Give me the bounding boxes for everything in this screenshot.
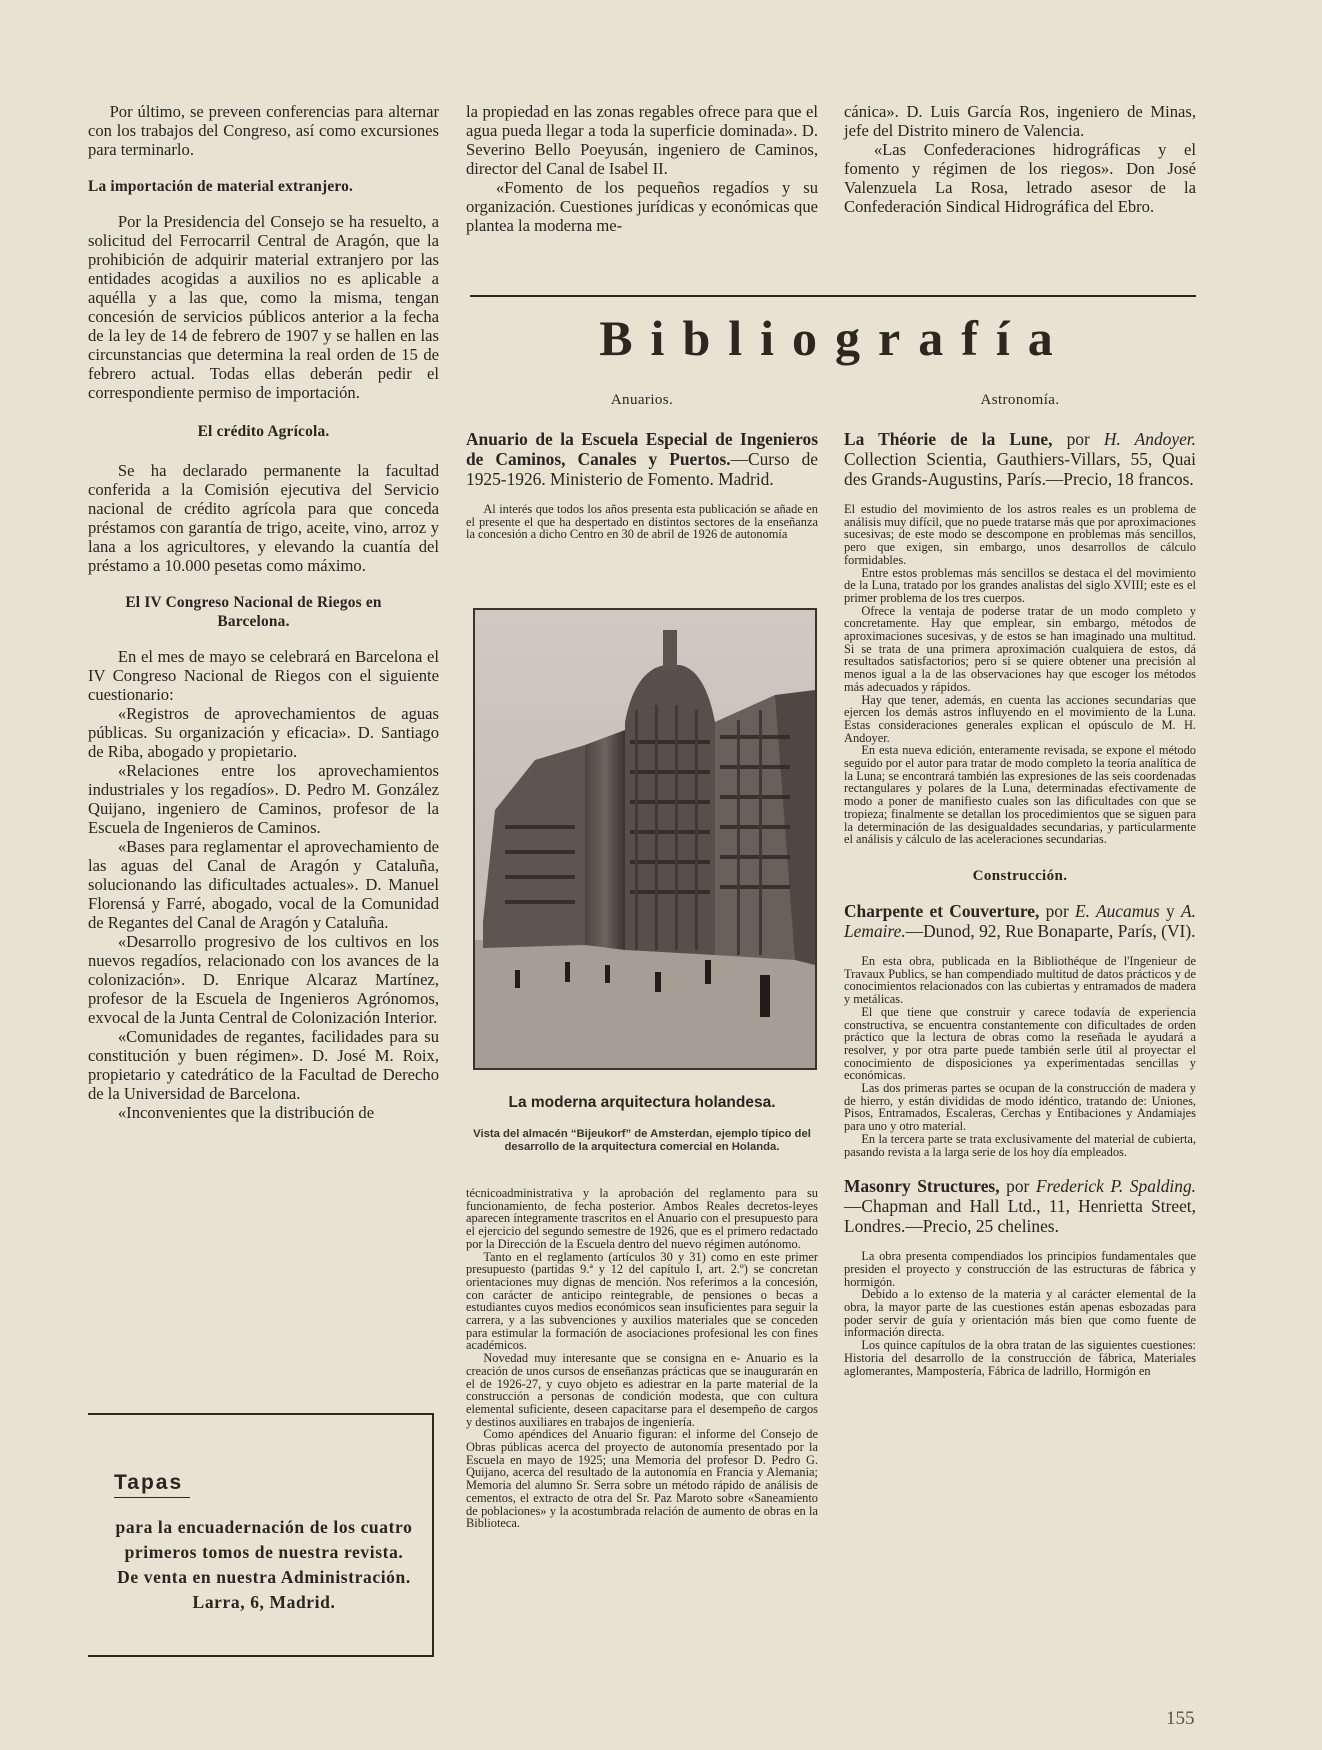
section-astronomia: Astronomía. [980, 392, 1060, 408]
heading-congreso: El IV Congreso Nacional de Riegos en Barcelona. [125, 594, 382, 630]
building-photo [473, 608, 817, 1070]
astro-book-author: H. Andoyer. [1103, 429, 1196, 449]
tapas-title-underline [114, 1497, 190, 1498]
masonry-review [844, 1250, 1196, 1377]
anuario-intro: Al interés que todos los años presenta esta publicación se añade en el presente el que ha despertado en distintos sectores de la enseñanza la concesión a dicho Centro en 30 de abril de 1926 de autonomía [466, 502, 818, 542]
astro-paragraph-5: En esta nueva edición, enteramente revisada, se expone el método seguido por el autor para tratar de modo completo la teoría analítica de la Luna; se encontrará también las expresiones de las seis coordenadas rectangulares y polares de la Luna, determinadas efectivamente de modo a poner de manifiesto cuales son las dificultades con que se tropieza; finalmente se detallan los procedimientos que se siguen para la determinación de las desigualdades secundarias, y particularmente el análisis y cálculo de las aceleraciones secundarias. [844, 743, 1196, 847]
const-book-y: y [1159, 900, 1182, 921]
anuario-paragraph-c: Novedad muy interesante que se consigna en e- Anuario es la creación de unos cursos de enseñanzas prácticas que se inaugurarán en el de 1926-27, y cuyo objeto es adiestrar en la parte material de la construcción a personas de condición modesta, que con cultura elemental suficiente, deseen capacitarse para el desempeño de cargos y destinos auxiliares en trabajos de ingeniería. [466, 1351, 818, 1429]
masonry-paragraph-2: Debido a lo extenso de la materia y al carácter elemental de la obra, la mayor parte de las cuestiones están apenas esbozadas para poder servir de guía y orientación más bien que como fuente de información directa. [844, 1287, 1196, 1340]
masonry-book-author: Frederick P. Spalding. [1035, 1176, 1196, 1197]
masonry-book-title: Masonry Structures, [844, 1176, 1000, 1197]
astro-book-details: Collection Scientia, Gauthiers-Villars, 55, Quai des Grands-Augustins, París.—Precio, 18 francos. [844, 449, 1196, 489]
paragraph-credito: Se ha declarado permanente la facultad conferida a la Comisión ejecutiva del Servicio nacional de crédito agrícola para que conceda préstamos con garantía de trigo, aceite, vino, arroz y lana a los agricultores, y elevando la cuantía del préstamo a 10.000 pesetas como máximo. [88, 461, 439, 575]
paragraph-congreso-1: En el mes de mayo se celebrará en Barcelona el IV Congreso Nacional de Riegos con el siguiente cuestionario: [88, 647, 439, 704]
paragraph-top-right-1: cánica». D. Luis García Ros, ingeniero de Minas, jefe del Distrito minero de Valencia. [844, 102, 1196, 140]
const-book-author: E. Aucamus [1075, 900, 1160, 921]
heading-credito: El crédito Agrícola. [197, 423, 330, 440]
paragraph-top-mid-2: «Fomento de los pequeños regadíos y su organización. Cuestiones jurídicas y económicas que plantea la moderna me- [466, 178, 818, 235]
masonry-book-entry [844, 1176, 1196, 1236]
anuario-paragraph-a: técnicoadministrativa y la aprobación del reglamento para su funcionamiento, de fecha posterior. Ambos Reales decretos-leyes aparecen íntegramente trascritos en el Anuario con el presupuesto para el ejercicio del segundo semestre de 1926, que es el primero redactado por la Dirección de la Escuela dentro del nuevo régimen autónomo. [466, 1186, 818, 1251]
const-book-by: por [1039, 900, 1076, 921]
anuario-book-details: —Curso de 1925-1926. Ministerio de Fomento. Madrid. [466, 449, 818, 489]
paragraph-congreso-4: «Bases para reglamentar el aprovechamiento de las aguas del Canal de Aragón y Cataluña, solucionando las dificultades actuales». D. Manuel Florensá y Farré, abogado, vocal de la Comunidad de Regantes del Canal de Aragón y Cataluña. [88, 837, 439, 932]
photo-caption-subtitle: Vista del almacén “Bijeukorf” de Amsterdan, ejemplo típico del desarrollo de la arquitectura comercial en Holanda. [473, 1128, 811, 1153]
const-paragraph-4: En la tercera parte se trata exclusivamente del material de cubierta, pasando revista a la larga serie de los hoy día empleados. [844, 1131, 1196, 1159]
top-right-column [844, 102, 1196, 216]
building-photo-image [475, 610, 815, 1068]
box-right-rule [432, 1413, 434, 1657]
paragraph-congreso-6: «Comunidades de regantes, facilidades para su constitución y buen régimen». D. José M. Roix, propietario y catedrático de la Facultad de Derecho de la Universidad de Barcelona. [88, 1027, 439, 1103]
paragraph-congreso-7: «Inconvenientes que la distribución de [117, 1103, 375, 1122]
bibliografia-top-rule [470, 295, 1196, 297]
masonry-book-details: —Chapman and Hall Ltd., 11, Henrietta Street, Londres.—Precio, 25 chelines. [844, 1196, 1196, 1237]
astro-paragraph-4: Hay que tener, además, en cuenta las acciones secundarias que ejercen los demás astros influyendo en el movimiento de la Luna. Estas consideraciones generales explican el opúsculo de M. H. Andoyer. [844, 692, 1196, 745]
section-anuarios: Anuarios. [610, 392, 674, 408]
top-middle-column [466, 102, 818, 235]
anuario-paragraph-d: Como apéndices del Anuario figuran: el informe del Consejo de Obras públicas acerca del proyecto de autonomía presentado por la Escuela en mayo de 1925; una Memoria del profesor D. Pedro G. Quijano, acerca del resultado de la autonomía en Francia y Alemania; Memoria del alumno Sr. Serra sobre un método rápido de análisis de cementos, el extracto de otra del Sr. Paz Maroto sobre «Saneamiento de poblaciones» y la acostumbrada relación de aumento de obras en la Biblioteca. [466, 1427, 818, 1531]
masonry-paragraph-1: La obra presenta compendiados los principios fundamentales que presiden el proyecto y construcción de las estructuras de fábrica y hormigón. [844, 1249, 1196, 1289]
paragraph-congreso-3: «Relaciones entre los aprovechamientos industriales y los regadíos». D. Pedro M. González Quijano, ingeniero de Caminos, profesor de la Escuela de Ingenieros de Caminos. [88, 761, 439, 837]
astro-review [844, 503, 1196, 846]
const-review [844, 955, 1196, 1158]
paragraph-importacion: Por la Presidencia del Consejo se ha resuelto, a solicitud del Ferrocarril Central de Aragón, que la prohibición de adquirir material extranjero por las entidades acogidas a auxilios no es aplicable a aquélla y a las que, como la misma, tengan concesión de servicios públicos anterior a la fecha de la ley de 14 de febrero de 1907 y se hallen en las circunstancias que determina la real orden de 15 de febrero actual. Todas ellas deberán pedir el correspondiente permiso de importación. [88, 212, 439, 402]
heading-importacion: La importación de material extranjero. [88, 178, 354, 195]
anuario-paragraph-b: Tanto en el reglamento (artículos 30 y 31) como en este primer presupuesto (partidas 9.ª y 12 del capítulo I, art. 2.º) se concretan orientaciones muy dignas de mención. Nos referimos a la concesión, con carácter de anticipo reintegrable, de pensiones o becas a estudiantes cuyos medios económicos sean insuficientes para seguir la carrera, y a las subvenciones y auxilios materiales que se conceden para estimular la formación de asociaciones profesional les con fines académicos. [466, 1249, 818, 1353]
anuario-body-text [466, 1187, 818, 1530]
tapas-title: Tapas [114, 1471, 184, 1494]
tapas-text: para la encuadernación de los cuatro primeros tomos de nuestra revista. De venta en nuestra Administración. Larra, 6, Madrid. [115, 1517, 413, 1612]
right-column [844, 392, 1196, 1377]
astro-book-by: por [1052, 429, 1104, 449]
section-construccion: Construcción. [972, 867, 1068, 884]
astro-paragraph-2: Entre estos problemas más sencillos se destaca el del movimiento de la Luna, tratado por los grandes analistas del siglo XVIII; este es el primer problema de los tres cuerpos. [844, 565, 1196, 605]
bibliografia-heading: Bibliografía [599, 310, 1071, 366]
astro-paragraph-1: El estudio del movimiento de los astros reales es un problema de análisis muy difícil, que no puede tratarse más que por aproximaciones sucesivas; de este modo se descompone en problemas más sencillos, pero que exigen, sin embargo, unos desarrollos de cálculo formidables. [844, 502, 1196, 567]
const-book-details: —Dunod, 92, Rue Bonaparte, París, (VI). [905, 920, 1196, 941]
paragraph-top-right-2: «Las Confederaciones hidrográficas y el fomento y régimen de los riegos». Don José Valenzuela La Rosa, letrado asesor de la Confederación Sindical Hidrográfica del Ebro. [844, 140, 1196, 216]
const-paragraph-1: En esta obra, publicada en la Bibliothéque de l'Ingenieur de Travaux Publics, se han compendiado multitud de datos prácticos y de conocimientos relacionados con las cubiertas y entramados de madera y metálicas. [844, 953, 1196, 1007]
tapas-advert-box [88, 1413, 434, 1658]
const-book-author-2: A. Lemaire. [844, 900, 1196, 941]
masonry-book-by: por [999, 1176, 1036, 1197]
paragraph-congreso-5: «Desarrollo progresivo de los cultivos en los nuevos regadíos, relacionado con los avances de la colonización». D. Enrique Alcaraz Martínez, profesor de la Escuela de Ingenieros Agrónomos, exvocal de la Junta Central de Colonización Interior. [88, 932, 439, 1027]
anuarios-column [466, 392, 818, 541]
paragraph-top-mid-1: la propiedad en las zonas regables ofrece para que el agua pueda llegar a toda la superficie dominada». D. Severino Bello Poeyusán, ingeniero de Caminos, director del Canal de Isabel II. [466, 102, 818, 178]
astro-book-entry [844, 429, 1196, 489]
anuario-intro-text [466, 503, 818, 541]
const-book-title: Charpente et Couverture, [844, 900, 1040, 921]
masonry-paragraph-3: Los quince capítulos de la obra tratan de las siguientes cuestiones: Historia del desarrollo de la construcción de fábrica, Materiales aglomerantes, Mampostería, Fábrica de ladrillo, Hormigón en [844, 1338, 1196, 1378]
box-top-rule [88, 1413, 434, 1415]
left-column [88, 102, 439, 1122]
page-number: 155 [1166, 1708, 1195, 1729]
anuario-book-title: Anuario de la Escuela Especial de Ingenieros de Caminos, Canales y Puertos. [466, 429, 818, 469]
photo-caption-title: La moderna arquitectura holandesa. [508, 1094, 776, 1111]
anuario-book-entry [466, 429, 818, 489]
astro-book-title: La Théorie de la Lune, [844, 429, 1053, 449]
paragraph-intro: Por último, se preveen conferencias para alternar con los trabajos del Congreso, así como excursiones para terminarlo. [88, 102, 439, 159]
astro-paragraph-3: Ofrece la ventaja de poderse tratar de un modo completo y concretamente. Hay que emplear, sin embargo, métodos de aproximaciones sucesivas, y de estos se han imaginado una multitud. Si se trata de una primera aproximación cualquiera de estos, dá resultados satisfactorios; pero si se quiere obtener una precisión al menos igual a la de las observaciones hay que escoger los métodos más adecuados y rápidos. [844, 603, 1196, 694]
paragraph-congreso-2: «Registros de aprovechamientos de aguas públicas. Su organización y eficacia». D. Santiago de Riba, abogado y propietario. [88, 704, 439, 761]
const-paragraph-2: El que tiene que construir y carece todavía de experiencia constructiva, se encuentra constantemente con dificultades de orden práctico que la lectura de obras como la reseñada le ayudará a resolver, y por otra parte puede también serle útil al proyectar el conocimiento de disposiciones ya experimentadas sencillas y económicas. [844, 1004, 1196, 1083]
box-bottom-rule [88, 1655, 434, 1657]
const-paragraph-3: Las dos primeras partes se ocupan de la construcción de madera y de hierro, y están divididas de modo idéntico, tratando de: Uniones, Pisos, Entramados, Escaleras, Cerchas y Entibaciones y Andamiajes para uno y otro material. [844, 1081, 1196, 1134]
const-book-entry [844, 901, 1196, 941]
